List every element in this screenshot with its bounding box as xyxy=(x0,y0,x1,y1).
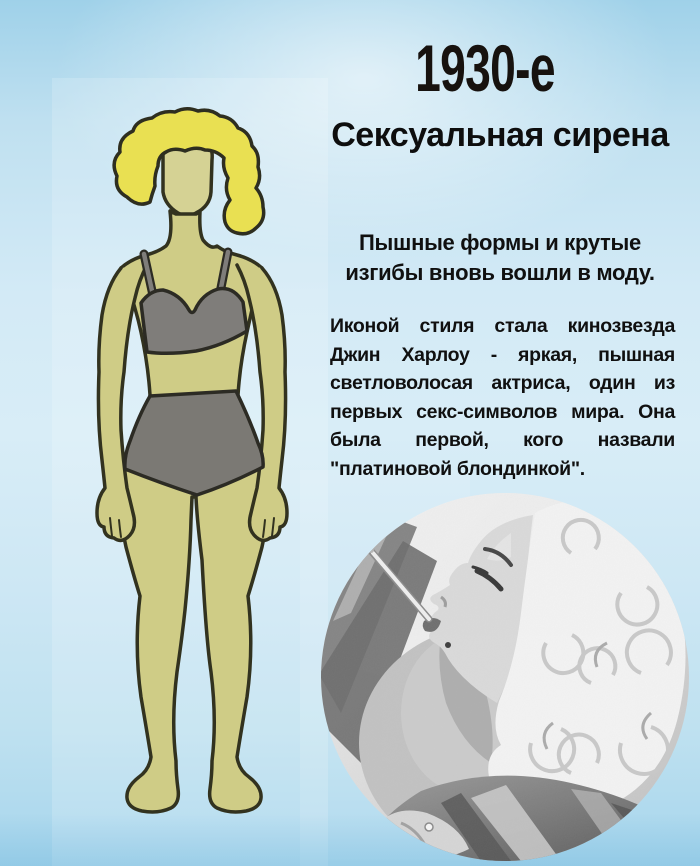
jean-harlow-photo xyxy=(321,493,689,861)
photo-film-grain xyxy=(321,493,689,861)
decade-title: 1930-е xyxy=(415,31,555,105)
figure-background-panel xyxy=(52,78,328,866)
description-paragraph: Иконой стиля стала кинозвезда Джин Харлоу - яркая, пышная светловолосая актриса, один из первых секс-символов мира. Она была первой, кого назвали "платиновой блондинкой". xyxy=(330,315,675,480)
intro-paragraph: Пышные формы и крутые изгибы вновь вошли в моду. xyxy=(345,230,655,285)
ideal-subtitle: Сексуальная сирена xyxy=(331,116,669,154)
